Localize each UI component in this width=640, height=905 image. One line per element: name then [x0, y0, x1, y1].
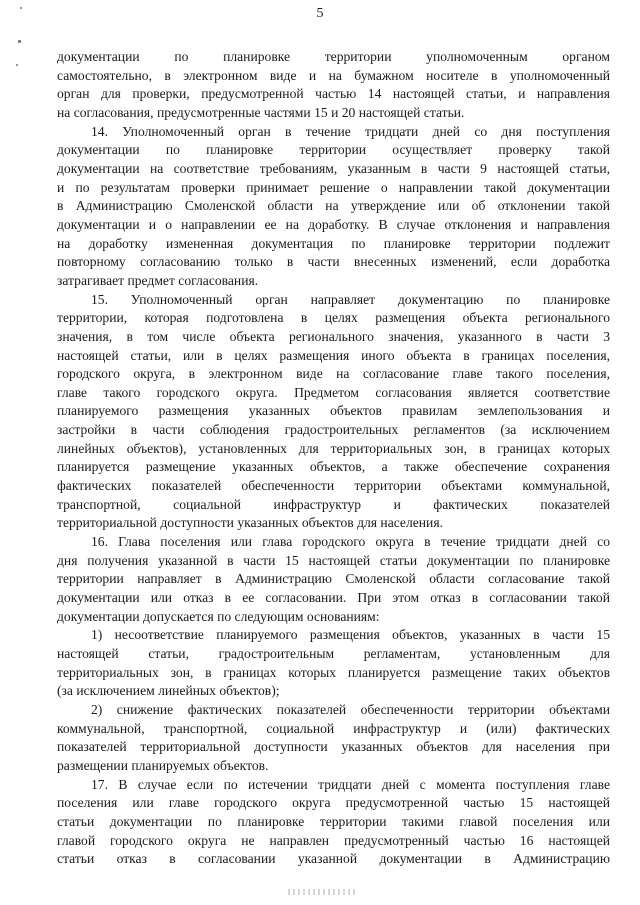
- text-line: документации на соответствие требованиям, указанным в части 9 настоящей статьи,: [57, 160, 610, 176]
- text-line: орган для проверки, предусмотренной частью 14 настоящей статьи, и направления: [57, 86, 610, 102]
- text-line: в Администрацию Смоленской области на утверждение или об отклонении такой: [57, 198, 610, 214]
- text-line: статьи документации по планировке территории такими главой поселения или: [57, 813, 610, 829]
- text-line: документации и о направлении ее на доработку. В случае отклонения и направления: [57, 216, 610, 232]
- text-line: документации или отказ в ее согласовании. При этом отказ в согласовании такой: [57, 590, 610, 606]
- text-line: 16. Глава поселения или глава городского округа в течение тридцати дней со: [91, 534, 610, 550]
- page-number: 5: [316, 6, 324, 21]
- text-line: главе такого городского округа. Предметом согласования является соответствие: [57, 384, 610, 400]
- document-body: [57, 48, 610, 869]
- text-line: планируется размещение указанных объектов, а также обеспечение сохранения: [57, 459, 610, 475]
- text-line: настоящей статьи, или в целях размещения иного объекта в границах поселения,: [57, 347, 610, 363]
- text-line: территории направляет в Администрацию Смоленской области согласование такой: [57, 571, 610, 587]
- text-line: транспортной, социальной инфраструктур и фактических показателей: [57, 496, 610, 512]
- text-line: застройки в части соблюдения градостроительных регламентов (за исключением: [57, 422, 610, 438]
- text-line: значения, в том числе объекта регионального значения, указанного в части 3: [57, 328, 610, 344]
- text-line: на доработку измененная документация по планировке территории подлежит: [57, 235, 610, 251]
- text-line: 2) снижение фактических показателей обеспеченности территории объектами: [91, 701, 610, 717]
- text-line: и по результатам проверки принимает решение о направлении такой документации: [57, 179, 610, 195]
- text-line: размещении планируемых объектов.: [57, 757, 269, 773]
- scan-mark: [20, 7, 22, 9]
- text-line: территории, которая подготовлена в целях размещения объекта регионального: [57, 310, 610, 326]
- text-line: настоящей статьи, градостроительным регламентам, установленным для: [57, 646, 610, 661]
- text-line: повторному согласованию только в части внесенных изменений, если доработка: [57, 254, 610, 270]
- text-line: дня получения указанной в части 15 настоящей статьи документации по планировке: [57, 552, 610, 568]
- text-line: документации по планировке территории уполномоченным органом: [57, 49, 610, 64]
- text-line: (за исключением линейных объектов);: [57, 683, 280, 699]
- scan-mark: [16, 64, 18, 66]
- text-line: территориальных зон, в границах которых планируется размещение таких объектов: [57, 664, 610, 680]
- text-line: самостоятельно, в электронном виде и на бумажном носителе в уполномоченный: [57, 67, 610, 83]
- text-line: показателей территориальной доступности указанных объектов для населения при: [57, 739, 610, 755]
- text-line: статьи отказ в согласовании указанной документации в Администрацию: [57, 851, 610, 867]
- scan-mark: [18, 40, 21, 43]
- text-line: 1) несоответствие планируемого размещения объектов, указанных в части 15: [91, 627, 610, 643]
- text-line: 14. Уполномоченный орган в течение тридцати дней со дня поступления: [91, 123, 610, 139]
- text-line: документации допускается по следующим основаниям:: [57, 608, 380, 624]
- text-line: 17. В случае если по истечении тридцати дней с момента поступления главе: [91, 776, 610, 792]
- text-line: коммунальной, транспортной, социальной инфраструктур и (или) фактических: [57, 720, 610, 736]
- text-line: линейных объектов), установленных для территориальных зон, в границах которых: [57, 440, 610, 456]
- text-line: поселения или главе городского округа предусмотренной частью 15 настоящей: [57, 795, 610, 811]
- text-line: на согласования, предусмотренные частями 15 и 20 настоящей статьи.: [57, 104, 465, 120]
- text-line: планируемого размещения указанных объектов правилам землепользования и: [57, 403, 610, 419]
- scan-smudge: [288, 889, 358, 895]
- text-line: документации по планировке территории осуществляет проверку такой: [57, 142, 610, 158]
- text-line: главой городского округа не направлен предусмотренный частью 16 настоящей: [57, 832, 610, 848]
- text-line: фактических показателей обеспеченности территории объектами коммунальной,: [57, 478, 610, 494]
- text-line: городского округа, в электронном виде на согласование главе такого поселения,: [57, 366, 610, 382]
- text-line: затрагивает предмет согласования.: [57, 272, 259, 288]
- text-line: территориальной доступности указанных объектов для населения.: [57, 515, 443, 531]
- text-line: 15. Уполномоченный орган направляет документацию по планировке: [91, 291, 610, 307]
